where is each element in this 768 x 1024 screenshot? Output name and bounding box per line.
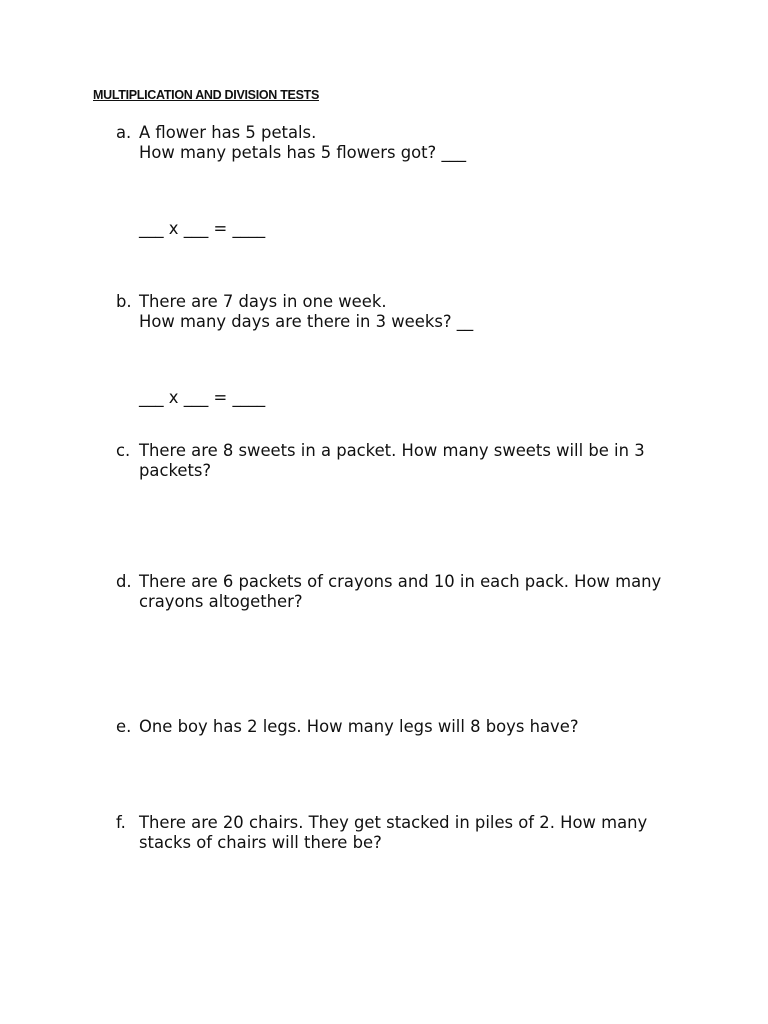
question-text: How many days are there in 3 weeks? __ bbox=[139, 311, 474, 331]
answer-equation: ___ x ___ = ____ bbox=[139, 388, 266, 407]
question-f bbox=[116, 813, 676, 852]
question-marker: d. bbox=[116, 572, 132, 591]
question-marker: b. bbox=[116, 292, 132, 311]
question-text: How many petals has 5 flowers got? ___ bbox=[139, 142, 467, 162]
answer-equation: ___ x ___ = ____ bbox=[139, 219, 266, 238]
page-title: MULTIPLICATION AND DIVISION TESTS bbox=[93, 88, 319, 102]
question-e bbox=[116, 717, 676, 737]
question-text: A flower has 5 petals. bbox=[139, 123, 317, 142]
question-d bbox=[116, 572, 676, 611]
question-text: One boy has 2 legs. How many legs will 8 boys have? bbox=[139, 717, 579, 736]
question-marker: c. bbox=[116, 441, 131, 460]
question-text: There are 8 sweets in a packet. How many sweets will be in 3 packets? bbox=[139, 441, 645, 480]
question-a bbox=[116, 123, 676, 162]
question-text: There are 20 chairs. They get stacked in piles of 2. How many stacks of chairs will there be? bbox=[139, 813, 648, 852]
question-marker: f. bbox=[116, 813, 126, 832]
question-b bbox=[116, 292, 676, 331]
question-marker: a. bbox=[116, 123, 132, 142]
question-marker: e. bbox=[116, 717, 132, 736]
question-c bbox=[116, 441, 676, 480]
question-text: There are 6 packets of crayons and 10 in each pack. How many crayons altogether? bbox=[139, 572, 662, 611]
question-text: There are 7 days in one week. bbox=[139, 292, 387, 311]
